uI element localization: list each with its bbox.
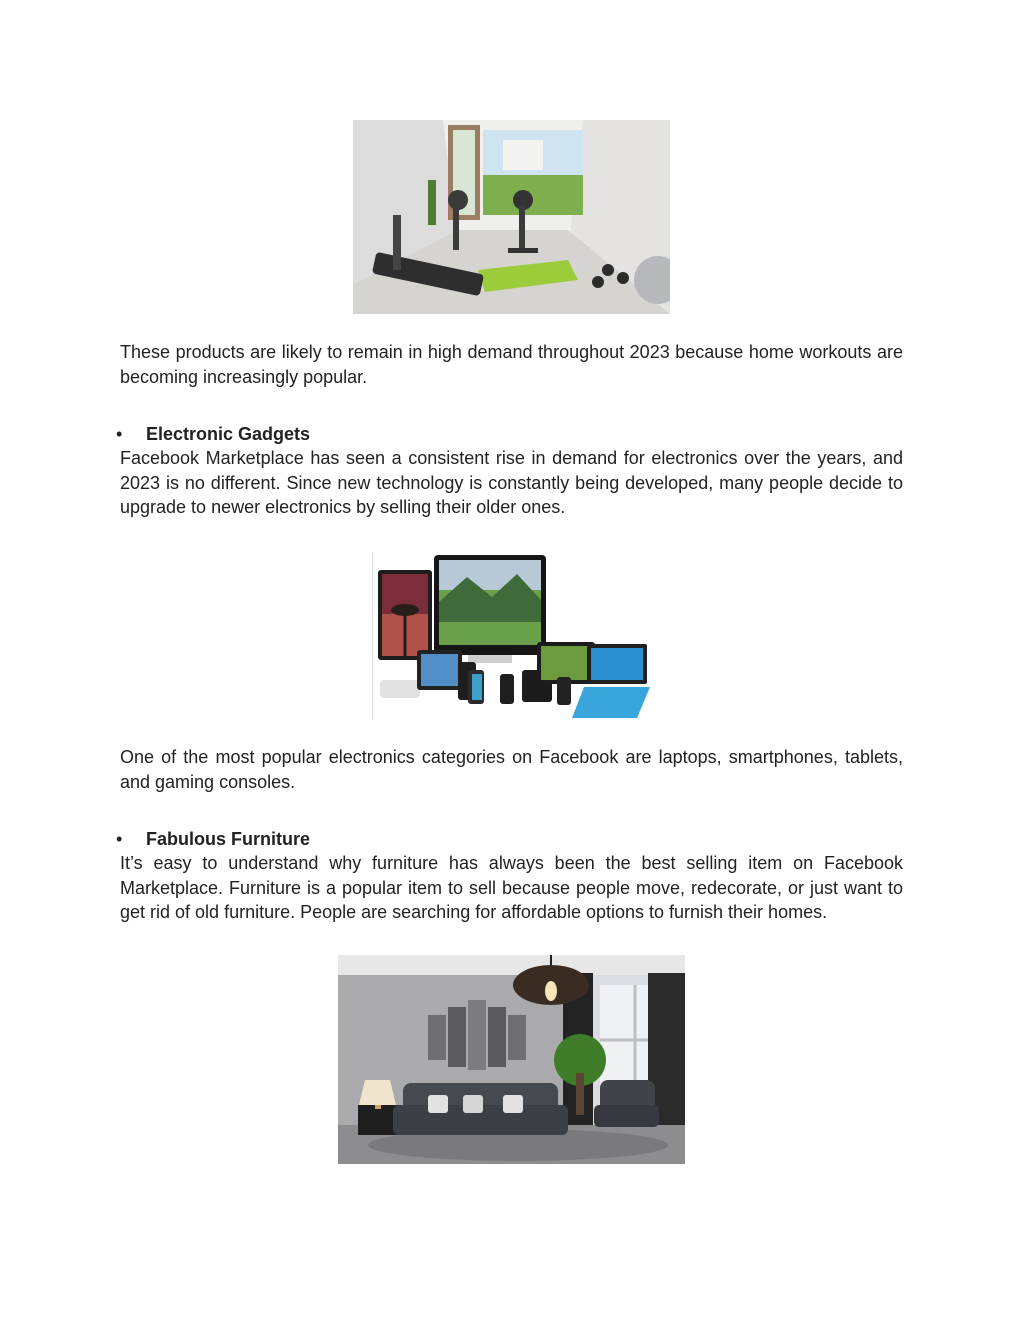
- heading-label: Electronic Gadgets: [146, 424, 311, 444]
- electronics-devices-photo: [372, 552, 650, 720]
- home-workouts-paragraph: These products are likely to remain in high demand throughout 2023 because home workouts are becoming increasingly popular.: [120, 342, 903, 387]
- bullet-icon: •: [116, 829, 123, 849]
- electronics-categories-paragraph: One of the most popular electronics categories on Facebook are laptops, smartphones, tablets, and gaming consoles.: [120, 747, 903, 792]
- home-gym-photo: [353, 120, 670, 314]
- electronic-gadgets-heading: [116, 422, 903, 446]
- furniture-paragraph: It’s easy to understand why furniture has always been the best selling item on Facebook Marketplace. Furniture is a popular item to sell because people move, redecorate, or just want to get rid of old furniture. People are searching for affordable options to furnish their homes.: [120, 853, 903, 922]
- bullet-icon: •: [116, 424, 123, 444]
- fabulous-furniture-heading: [116, 827, 903, 851]
- living-room-photo: [338, 955, 685, 1164]
- heading-label: Fabulous Furniture: [146, 829, 310, 849]
- electronics-paragraph: Facebook Marketplace has seen a consistent rise in demand for electronics over the years, and 2023 is no different. Since new technology is constantly being developed, many people decide to upgrade to newer electronics by selling their older ones.: [120, 448, 903, 517]
